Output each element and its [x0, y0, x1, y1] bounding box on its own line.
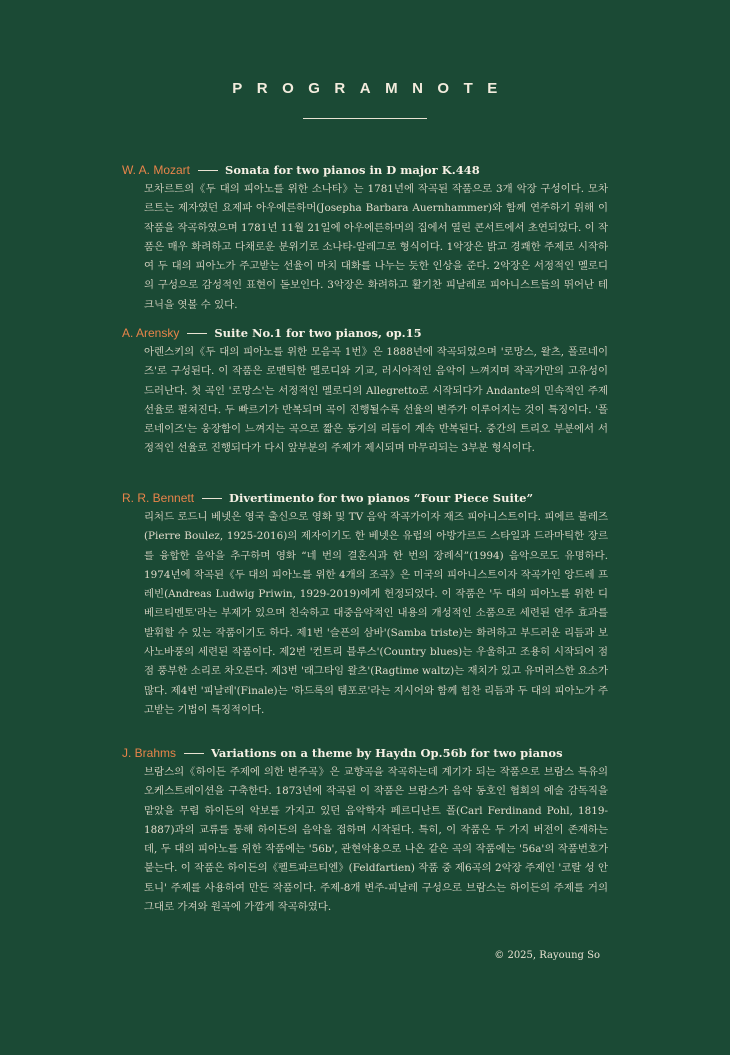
dash-separator	[202, 498, 222, 499]
work-title: Divertimento for two pianos “Four Piece Suite”	[229, 491, 534, 505]
dash-separator	[198, 170, 218, 171]
composer-name: A. Arensky	[122, 326, 180, 340]
section-brahms	[122, 745, 608, 917]
section-body: 아렌스키의《두 대의 피아노를 위한 모음곡 1번》은 1888년에 작곡되었으며 '로망스, 왈츠, 폴로네이즈'로 구성된다. 이 작품은 로맨틱한 멜로디와 기교, 러시아적인 음악이 느껴지며 작곡가만의 고유성이 드러난다. 첫 곡인 '로망스'는 서정적인 멜로디의 Allegretto로 시작되다가 Andante의 민속적인 주제 선율로 펼쳐진다. 두 빠르기가 반복되며 곡이 진행될수록 선율의 변주가 이루어지는 것이 특징이다. '폴로네이즈'는 웅장함이 느껴지는 곡으로 짧은 동기의 리듬이 계속 반복된다. 중간의 트리오 부분에서 서정적인 선율로 진행되다가 다시 앞부분의 주제가 제시되며 마무리되는 3부분 형식이다.	[144, 346, 608, 455]
title-underline	[303, 118, 427, 119]
section-bennett	[122, 490, 608, 720]
composer-name: R. R. Bennett	[122, 491, 195, 505]
section-mozart	[122, 162, 608, 315]
page-title: PROGRAMNOTE	[232, 80, 512, 97]
section-body: 브람스의《하이든 주제에 의한 변주곡》은 교향곡을 작곡하는데 계기가 되는 작품으로 브람스 특유의 오케스트레이션을 구축한다. 1873년에 작곡된 이 작품은 브람스가 음악 동호인 협회의 예술 감독직을 맡았을 무렵 하이든의 악보를 가지고 있던 음악학자 페르디난트 폴(Carl Ferdinand Pohl, 1819-1887)과의 교류를 통해 하이든의 음악을 접하며 시작된다. 특히, 이 작품은 두 가지 버전이 존재하는데, 두 대의 피아노를 위한 작품에는 '56b', 관현악용으로 나온 같은 곡의 작품에는 '56a'의 작품번호가 붙는다. 이 작품은 하이든의《펠트파르티엔》(Feldfartien) 작품 중 제6곡의 2악장 주제인 '코랄 성 안토니' 주제를 사용하여 만든 작품이다. 주제-8개 변주-피날레 구성으로 브람스는 하이든의 주제를 거의 그대로 가져와 원곡에 가깝게 작곡하였다.	[144, 766, 608, 914]
work-title: Variations on a theme by Haydn Op.56b for two pianos	[211, 746, 563, 760]
section-arensky	[122, 325, 608, 459]
dash-separator	[187, 333, 207, 334]
section-heading	[122, 490, 608, 506]
section-heading	[122, 325, 608, 341]
composer-name: J. Brahms	[122, 746, 177, 760]
copyright-note: © 2025, Rayoung So	[494, 950, 600, 961]
section-body: 모차르트의《두 대의 피아노를 위한 소나타》는 1781년에 작곡된 작품으로 3개 악장 구성이다. 모차르트는 제자였던 요제파 아우에른하머(Josepha Barbara Auernhammer)와 함께 연주하기 위해 이 작품을 작곡하였으며 1781년 11월 21일에 아우에른하머의 집에서 열린 콘서트에서 초연되었다. 이 작품은 매우 화려하고 다채로운 분위기로 소나타-알레그로 형식이다. 1악장은 밝고 경쾌한 주제로 시작하여 두 대의 피아노가 주고받는 선율이 마치 대화를 나누는 듯한 인상을 준다. 2악장은 서정적인 멜로디의 구성으로 감성적인 표현이 돋보인다. 3악장은 화려하고 활기찬 피날레로 피아니스트들의 뛰어난 테크닉을 엿볼 수 있다.	[144, 183, 608, 311]
composer-name: W. A. Mozart	[122, 163, 191, 177]
work-title: Sonata for two pianos in D major K.448	[225, 163, 480, 177]
work-title: Suite No.1 for two pianos, op.15	[214, 326, 422, 340]
section-body: 리처드 로드니 베넷은 영국 출신으로 영화 및 TV 음악 작곡가이자 재즈 피아니스트이다. 피에르 불레즈(Pierre Boulez, 1925-2016)의 제자이기도 한 베넷은 유럽의 아방가르드 스타일과 드라마틱한 장르를 융합한 음악을 추구하며 영화 “네 번의 결혼식과 한 번의 장례식”(1994) 음악으로도 유명하다. 1974년에 작곡된《두 대의 피아노를 위한 4개의 조곡》은 미국의 피아니스트이자 작곡가인 앙드레 프레빈(Andreas Ludwig Priwin, 1929-2019)에게 헌정되었다. 이 작품은 '두 대의 피아노를 위한 디베르티멘토'라는 부제가 있으며 친숙하고 대중음악적인 내용의 개성적인 소품으로 세련된 연주 효과를 발휘할 수 있는 작품이기도 하다. 제1번 '슬픈의 삼바'(Samba triste)는 화려하고 부드러운 리듬과 보사노바풍의 세련된 작품이다. 제2번 '컨트리 블루스'(Country blues)는 우울하고 조용히 시작되어 점점 풍부한 소리로 차오른다. 제3번 '래그타임 왈츠'(Ragtime waltz)는 재치가 있고 유머러스한 요소가 많다. 제4번 '피날레'(Finale)는 '하드록의 템포로'라는 지시어와 함께 힘찬 리듬과 두 대의 피아노가 주고받는 기법이 특징적이다.	[144, 511, 608, 716]
section-heading	[122, 162, 608, 178]
section-heading	[122, 745, 608, 761]
dash-separator	[184, 753, 204, 754]
